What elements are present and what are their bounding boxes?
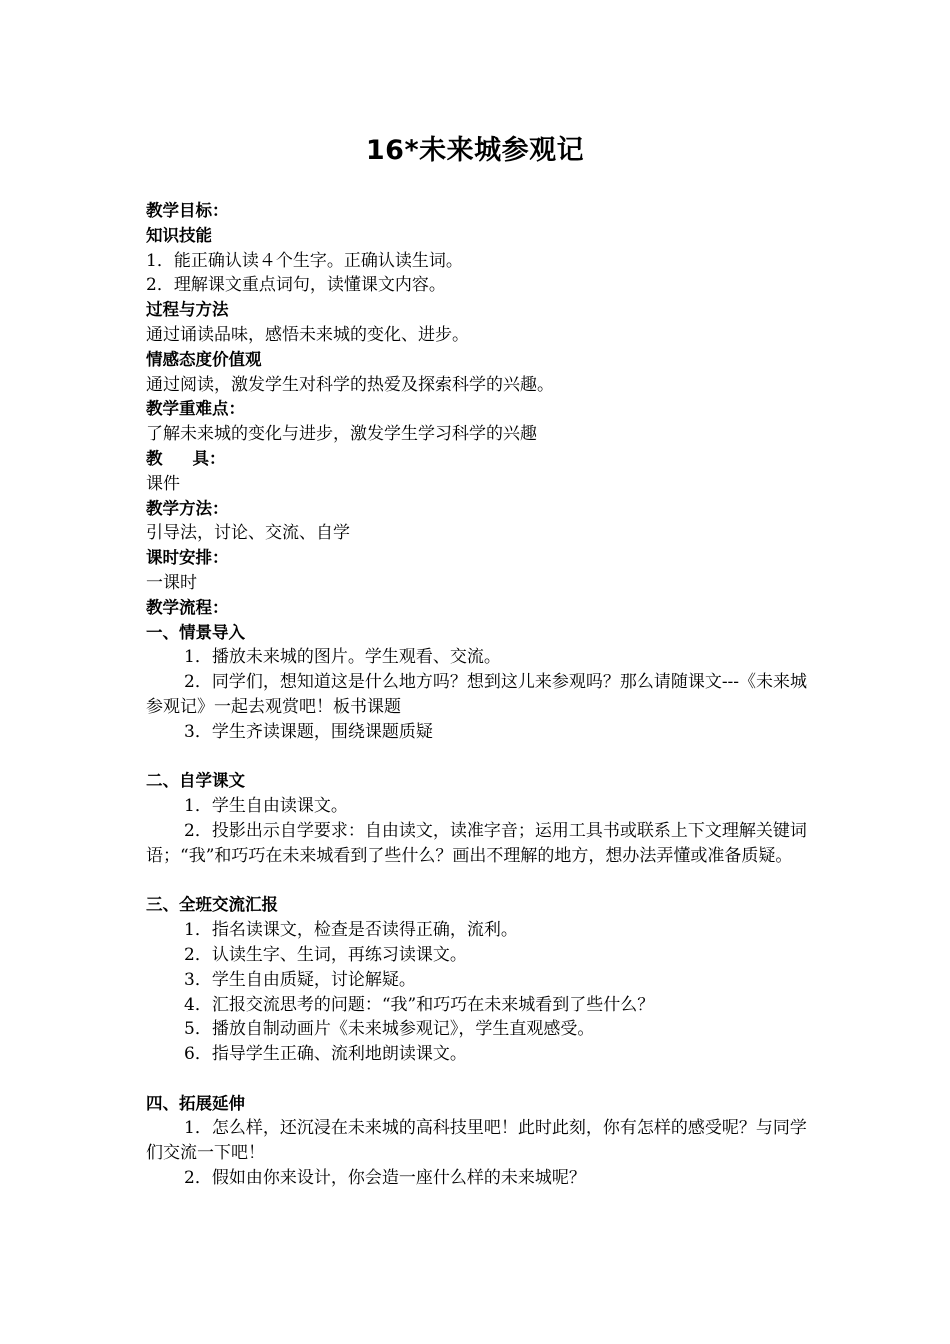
tools-heading [146, 447, 810, 472]
section-item: 2．投影出示自学要求：自由读文，读准字音；运用工具书或联系上下文理解关键词语；“我”和巧巧在未来城看到了些什么？画出不理解的地方，想办法弄懂或准备质疑。 [146, 820, 807, 866]
tools-heading-part: 教 [146, 448, 163, 468]
section-item: 2．同学们，想知道这是什么地方吗？想到这儿来参观吗？那么请随课文---《未来城参观记》一起去观赏吧！板书课题 [146, 672, 808, 717]
document-body [146, 199, 810, 1191]
section-item: 1．指名读课文，检查是否读得正确，流利。 [184, 920, 518, 941]
section-heading: 三、全班交流汇报 [146, 895, 278, 915]
section-item: 3．学生齐读课题，围绕课题质疑 [184, 721, 433, 742]
section-item: 1．学生自由读课文。 [184, 796, 348, 817]
schedule-heading: 课时安排： [146, 548, 229, 568]
knowledge-item: 1．能正确认读４个生字。正确认读生词。 [146, 250, 463, 271]
key-points-text: 了解未来城的变化与进步，激发学生学习科学的兴趣 [146, 424, 537, 445]
flow-heading: 教学流程： [146, 597, 229, 617]
section-heading: 四、拓展延伸 [146, 1093, 245, 1113]
spacer [146, 745, 810, 770]
process-text: 通过诵读品味，感悟未来城的变化、进步。 [146, 324, 469, 345]
schedule-text: 一课时 [146, 572, 197, 593]
section-item: 5．播放自制动画片《未来城参观记》，学生直观感受。 [184, 1019, 595, 1040]
document-title: 16*未来城参观记 [365, 135, 585, 166]
goals-heading: 教学目标： [146, 201, 229, 220]
section-item: 4．汇报交流思考的问题：“我”和巧巧在未来城看到了些什么？ [184, 994, 655, 1015]
spacer [146, 1067, 810, 1092]
knowledge-item: 2．理解课文重点词句，读懂课文内容。 [146, 275, 446, 296]
emotion-heading: 情感态度价值观 [146, 349, 262, 369]
section-heading: 一、情景导入 [146, 622, 245, 642]
tools-text: 课件 [146, 473, 180, 494]
section-item: 1．播放未来城的图片。学生观看、交流。 [184, 647, 501, 668]
section-item: 6．指导学生正确、流利地朗读课文。 [184, 1044, 467, 1065]
methods-text: 引导法，讨论、交流、自学 [146, 523, 350, 544]
process-heading: 过程与方法 [146, 300, 229, 320]
section-item: 2．认读生字、生词，再练习读课文。 [184, 944, 467, 965]
section-item: 3．学生自由质疑，讨论解疑。 [184, 969, 416, 990]
section-item: 2．假如由你来设计，你会造一座什么样的未来城呢？ [184, 1168, 586, 1189]
section-heading: 二、自学课文 [146, 771, 245, 791]
section-item: 1．怎么样，还沉浸在未来城的高科技里吧！此时此刻，你有怎样的感受呢？与同学们交流一下吧！ [146, 1118, 807, 1164]
tools-heading-part: 具： [192, 448, 226, 468]
knowledge-heading: 知识技能 [146, 225, 212, 245]
spacer [146, 869, 810, 894]
key-points-heading: 教学重难点： [146, 399, 245, 419]
methods-heading: 教学方法： [146, 498, 229, 518]
emotion-text: 通过阅读，激发学生对科学的热爱及探索科学的兴趣。 [146, 374, 554, 395]
